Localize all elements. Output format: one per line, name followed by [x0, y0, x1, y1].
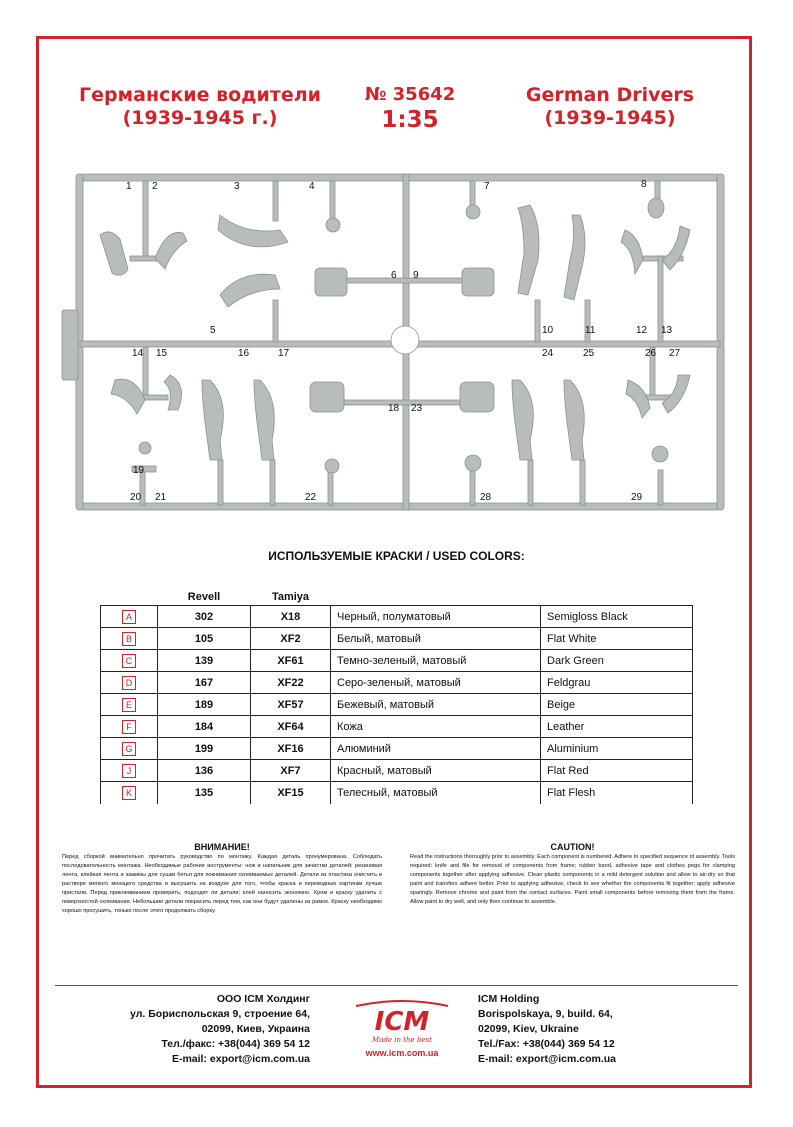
paint-row: [101, 628, 693, 650]
part-number: 21: [155, 492, 167, 503]
color-name-en: Flat Flesh: [541, 782, 693, 804]
revell-number: 139: [158, 650, 251, 672]
part-number: 16: [238, 348, 250, 359]
color-name-ru: Серо-зеленый, матовый: [331, 672, 541, 694]
revell-number: 167: [158, 672, 251, 694]
title-english: German Drivers (1939-1945): [525, 84, 695, 129]
address-ru: ООО ICM Холдинг ул. Бориспольская 9, строение 64, 02099, Киев, Украина Тел./факс: +38(044) 369 54 12 E-mail: export@icm.com.ua: [130, 993, 310, 1065]
part-number: 22: [305, 492, 317, 503]
color-name-ru: Темно-зеленый, матовый: [331, 650, 541, 672]
paint-code: B: [122, 632, 136, 646]
color-name-en: Aluminium: [541, 738, 693, 760]
part-number: 1: [126, 181, 132, 192]
revell-number: 189: [158, 694, 251, 716]
caution-ru: [62, 843, 382, 916]
revell-number: 136: [158, 760, 251, 782]
color-name-ru: Кожа: [331, 716, 541, 738]
paint-row: [101, 650, 693, 672]
part-number: 27: [669, 348, 681, 359]
paint-table: [100, 589, 693, 804]
tamiya-number: XF61: [251, 650, 331, 672]
caution-en-text: Read the instructions thoroughly prior to assembly. Each component is numbered. Adhere to specified sequence of assembly. Tools required: knife and file for removal of components from frame; rubber band, adhesive tape and clothes pegs for clamping components together after applying adhesive. Clean plastic components in a mild detergent solution and allow to air-dry so that paint and transfers adhere better. Prior to applying adhesive, check to see whether the components fit together; apply adhesive sparingly. Remove chrome and paint from the contact surfaces. Paint small components before removing them from the frame. Allow paint to dry well, and only then continue to assemble.: [410, 854, 735, 905]
color-name-ru: Красный, матовый: [331, 760, 541, 782]
color-name-en: Beige: [541, 694, 693, 716]
color-name-ru: Бежевый, матовый: [331, 694, 541, 716]
tamiya-number: XF15: [251, 782, 331, 804]
color-name-ru: Алюминий: [331, 738, 541, 760]
revell-number: 302: [158, 606, 251, 628]
revell-number: 199: [158, 738, 251, 760]
paint-code: K: [122, 786, 136, 800]
paint-code: C: [122, 654, 136, 668]
caution-ru-text: Перед сборкой внимательно прочитать руководство по монтажу. Каждая деталь пронумерована. Соблюдать последовательность монтажа. Необходимые рабочие инструменты: нож и напильник для зачистки деталей; резиновая лента, клейкая лента и зажимы для сушки бетья для покнимания склеиваемых деталей. Детали из пластика очистить в растворе мягкого моющего средства и высушить на воздухе для того, чтобы краска и переводные картинки лучше пристали. Перед приклеиванием проверить, подходят ли детали; клей наносить экономно. Хром и краску удалить с поверхностей склеивания. Небольшие детали покрасить перед тем, как они будут удалены из рамок. Краску необходимо хорошо просушить, только после этого продолжать сборку.: [62, 854, 382, 914]
color-name-ru: Белый, матовый: [331, 628, 541, 650]
part-number: 10: [542, 325, 554, 336]
part-number: 25: [583, 348, 595, 359]
paint-code: F: [122, 720, 136, 734]
part-number: 18: [388, 403, 400, 414]
color-name-en: Semigloss Black: [541, 606, 693, 628]
tamiya-number: XF64: [251, 716, 331, 738]
tamiya-number: X18: [251, 606, 331, 628]
revell-number: 135: [158, 782, 251, 804]
color-name-en: Dark Green: [541, 650, 693, 672]
svg-text:ICM: ICM: [374, 1007, 430, 1037]
footer-divider: [55, 985, 738, 986]
icm-logo: [350, 998, 454, 1062]
header-tamiya: Tamiya: [251, 589, 331, 606]
title-russian: Германские водители (1939-1945 г.): [79, 84, 321, 129]
part-number: 5: [210, 325, 216, 336]
part-number: 8: [641, 179, 647, 190]
part-number: 12: [636, 325, 648, 336]
caution-en: [410, 843, 735, 907]
part-number: 17: [278, 348, 290, 359]
part-number: 4: [309, 181, 315, 192]
used-colors-heading: ИСПОЛЬЗУЕМЫЕ КРАСКИ / USED COLORS:: [268, 549, 525, 563]
part-number: 15: [156, 348, 168, 359]
paint-code: J: [122, 764, 136, 778]
part-number: 3: [234, 181, 240, 192]
svg-text:Made in the best: Made in the best: [372, 1036, 432, 1044]
color-name-ru: Черный, полуматовый: [331, 606, 541, 628]
tamiya-number: XF2: [251, 628, 331, 650]
tamiya-number: XF7: [251, 760, 331, 782]
paint-row: [101, 782, 693, 804]
paint-code: E: [122, 698, 136, 712]
part-number: 7: [484, 181, 490, 192]
part-number: 23: [411, 403, 423, 414]
color-name-en: Leather: [541, 716, 693, 738]
color-name-ru: Телесный, матовый: [331, 782, 541, 804]
part-number: 9: [413, 270, 419, 281]
part-number: 2: [152, 181, 158, 192]
paint-code: A: [122, 610, 136, 624]
part-number: 28: [480, 492, 492, 503]
paint-row: [101, 672, 693, 694]
color-name-en: Feldgrau: [541, 672, 693, 694]
tamiya-number: XF16: [251, 738, 331, 760]
paint-row: [101, 738, 693, 760]
part-number: 13: [661, 325, 673, 336]
color-name-en: Flat Red: [541, 760, 693, 782]
paint-row: [101, 716, 693, 738]
revell-number: 184: [158, 716, 251, 738]
address-en: ICM Holding Borispolskaya, 9, build. 64, 02099, Kiev, Ukraine Tel./Fax: +38(044) 369 54 12 E-mail: export@icm.com.ua: [478, 993, 617, 1065]
paint-row: [101, 694, 693, 716]
tamiya-number: XF57: [251, 694, 331, 716]
revell-number: 105: [158, 628, 251, 650]
caution-en-title: CAUTION!: [550, 842, 595, 852]
sprue-frame-illustration: [60, 170, 740, 515]
part-number: 29: [631, 492, 643, 503]
paint-code: G: [122, 742, 136, 756]
part-number: 19: [133, 465, 145, 476]
kit-scale: 1:35: [381, 107, 439, 133]
part-number: 14: [132, 348, 144, 359]
paint-row: [101, 606, 693, 628]
website-link: www.icm.com.ua: [365, 1048, 439, 1058]
kit-id: [355, 84, 465, 134]
paint-row: [101, 760, 693, 782]
part-number: 24: [542, 348, 554, 359]
kit-number: № 35642: [364, 84, 456, 105]
header-revell: Revell: [158, 589, 251, 606]
caution-ru-title: ВНИМАНИЕ!: [194, 842, 250, 852]
color-name-en: Flat White: [541, 628, 693, 650]
tamiya-number: XF22: [251, 672, 331, 694]
part-number: 26: [645, 348, 657, 359]
part-number: 6: [391, 270, 397, 281]
part-number: 20: [130, 492, 142, 503]
paint-code: D: [122, 676, 136, 690]
part-number: 11: [585, 325, 596, 336]
